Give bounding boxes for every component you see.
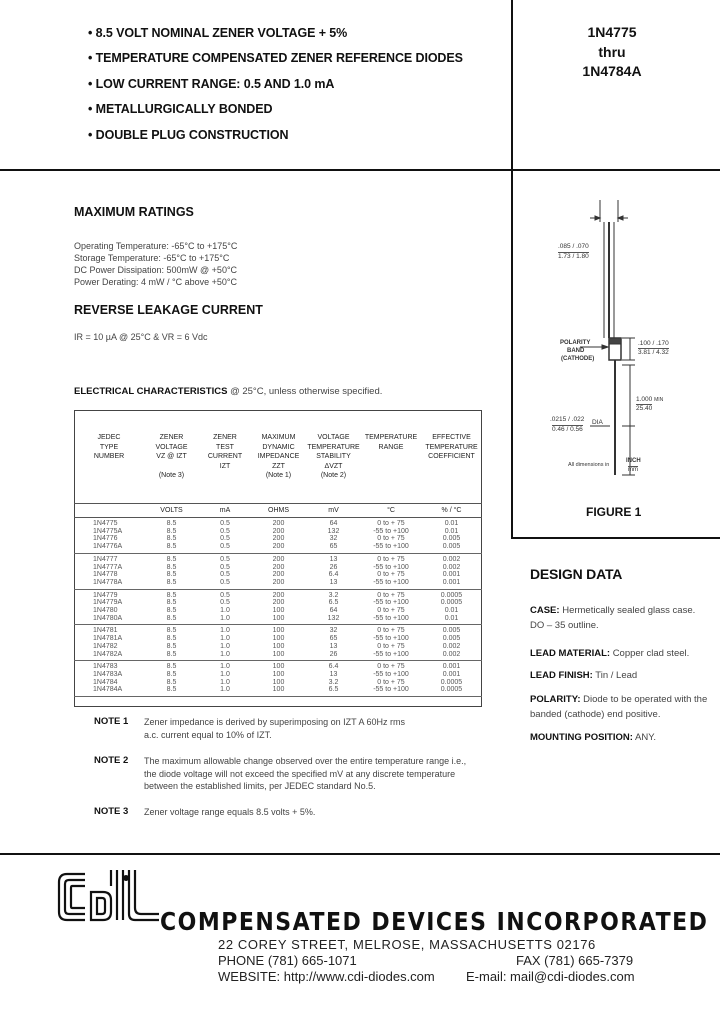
cathode-label: (CATHODE): [561, 356, 595, 362]
feature-item: • TEMPERATURE COMPENSATED ZENER REFERENCE DIODES: [88, 51, 463, 65]
design-data-lead-finish: [530, 668, 710, 683]
table-cell: 0 to + 75: [377, 642, 405, 650]
dim-length-mm: 25.40: [636, 405, 653, 412]
elec-header-cell: ZENER VOLTAGE VZ @ IZT (Note 3): [155, 434, 188, 479]
design-data-polarity: [530, 692, 710, 722]
table-cell: 1N4775A: [93, 527, 123, 535]
dimension-note: All dimensions in: [568, 462, 610, 468]
table-cell: 0.002: [442, 563, 461, 571]
table-cell: 0 to + 75: [377, 627, 405, 635]
table-cell: 100: [272, 670, 285, 678]
elec-cell-column: [421, 589, 482, 625]
table-cell: 8.5: [166, 627, 177, 635]
elec-cell-column: [361, 589, 421, 625]
elec-cell-column: [199, 661, 251, 697]
table-cell: 1N4781: [93, 627, 118, 635]
elec-cell-column: [306, 589, 361, 625]
note-text: The maximum allowable change observed over the entire temperature range i.e.,: [144, 756, 467, 766]
table-cell: 200: [272, 599, 285, 607]
table-cell: -55 to +100: [373, 599, 409, 607]
table-cell: 0.001: [442, 578, 461, 586]
table-cell: 0.0005: [440, 591, 463, 599]
part-number-first: 1N4775: [587, 24, 637, 40]
table-cell: 100: [272, 650, 285, 658]
table-cell: 1N4779: [93, 591, 118, 599]
header-divider-horizontal: [0, 169, 720, 171]
design-text: Hermetically sealed glass case. DO – 35 outline.: [530, 605, 696, 631]
elec-cell-column: [199, 518, 251, 554]
table-cell: 1.0: [220, 607, 230, 615]
table-cell: 200: [272, 555, 285, 563]
table-cell: 1N4777A: [93, 563, 123, 571]
table-cell: 6.4: [328, 663, 339, 671]
feature-item: • 8.5 VOLT NOMINAL ZENER VOLTAGE + 5%: [88, 26, 348, 40]
table-cell: 100: [272, 663, 285, 671]
dim-body: .100 / .170: [638, 340, 669, 347]
band-label: BAND: [567, 348, 585, 354]
table-cell: 64: [329, 520, 338, 527]
table-cell: 200: [272, 535, 285, 543]
table-cell: 1N4775: [93, 520, 118, 527]
table-cell: 8.5: [166, 591, 177, 599]
table-cell: 1N4781A: [93, 635, 123, 643]
table-cell: 8.5: [166, 520, 177, 527]
note-text: Zener voltage range equals 8.5 volts + 5%.: [144, 807, 316, 817]
dim-length-value: 1.000: [636, 396, 653, 403]
note-label: NOTE 1: [94, 716, 129, 727]
design-data-case: [530, 603, 710, 633]
table-cell: 1N4777: [93, 555, 118, 563]
table-cell: 132: [327, 614, 340, 622]
dim-lead-mm: 1.73 / 1.80: [558, 253, 589, 260]
elec-cell-column: [199, 625, 251, 661]
table-cell: 1N4782A: [93, 650, 123, 658]
table-cell: 8.5: [166, 642, 177, 650]
elec-header-cell: MAXIMUM DYNAMIC IMPEDANCE ZZT (Note 1): [257, 434, 300, 479]
table-cell: -55 to +100: [373, 635, 409, 643]
table-cell: 1N4778A: [93, 578, 123, 586]
rating-line: Storage Temperature: -65°C to +175°C: [74, 253, 230, 263]
elec-units-row: [74, 504, 482, 518]
elec-cell-column: [306, 661, 361, 697]
elec-cell-column: [144, 553, 199, 589]
design-data-mounting: [530, 730, 710, 745]
part-number-last: 1N4784A: [582, 63, 642, 79]
table-cell: 8.5: [166, 543, 177, 551]
table-cell: 0.001: [442, 571, 461, 579]
elec-header-cell: EFFECTIVE TEMPERATURE COEFFICIENT: [425, 434, 478, 460]
dim-diameter-mm: 0.46 / 0.56: [552, 426, 583, 433]
table-cell: 0 to + 75: [377, 591, 405, 599]
table-cell: 200: [272, 578, 285, 586]
elec-cell-column: [251, 589, 306, 625]
note-text: the diode voltage will not exceed the specified mV at any discrete temperature: [144, 768, 456, 779]
table-cell: 1.0: [220, 627, 230, 635]
table-cell: 0.005: [442, 535, 461, 543]
table-cell: 200: [272, 520, 285, 527]
table-cell: 0.5: [220, 543, 230, 551]
table-cell: 8.5: [166, 614, 177, 622]
elec-table: [74, 410, 482, 697]
table-cell: 1N4776: [93, 535, 118, 543]
table-cell: 8.5: [166, 670, 177, 678]
table-cell: 0 to + 75: [377, 607, 405, 615]
table-cell: 8.5: [166, 607, 177, 615]
elec-cell-column: [421, 518, 482, 554]
elec-cell-column: [361, 625, 421, 661]
company-website[interactable]: WEBSITE: http://www.cdi-diodes.com: [218, 969, 435, 984]
table-cell: 1N4778: [93, 571, 118, 579]
table-cell: 100: [272, 635, 285, 643]
table-cell: 100: [272, 642, 285, 650]
table-cell: 0 to + 75: [377, 555, 405, 563]
elec-row-group: [74, 553, 482, 589]
elec-cell-column: [421, 661, 482, 697]
reverse-leakage-line: IR = 10 µA @ 25°C & VR = 6 Vdc: [74, 332, 208, 342]
elec-title-suffix: @ 25°C, unless otherwise specified.: [230, 386, 383, 397]
table-cell: -55 to +100: [373, 527, 409, 535]
table-cell: 0.0005: [440, 599, 463, 607]
table-cell: 65: [329, 635, 338, 643]
polarity-label: POLARITY: [560, 340, 591, 346]
table-cell: 1N4783: [93, 663, 118, 671]
feature-item: • METALLURGICALLY BONDED: [88, 102, 273, 116]
elec-title: ELECTRICAL CHARACTERISTICS: [74, 386, 228, 397]
table-cell: 132: [327, 527, 340, 535]
table-cell: 13: [329, 555, 338, 563]
table-cell: 0.0005: [440, 686, 463, 694]
table-cell: 0.5: [220, 563, 230, 571]
table-cell: -55 to +100: [373, 563, 409, 571]
rating-line: Power Derating: 4 mW / °C above +50°C: [74, 277, 238, 287]
note-text: Zener impedance is derived by superimposing on IZT A 60Hz rms: [144, 717, 405, 727]
elec-unit-cell: VOLTS: [144, 504, 199, 518]
table-cell: 200: [272, 571, 285, 579]
dim-length: [636, 396, 663, 403]
design-data-title: DESIGN DATA: [530, 566, 623, 582]
table-cell: 0.005: [442, 635, 461, 643]
table-cell: -55 to +100: [373, 614, 409, 622]
elec-row-group: [74, 625, 482, 661]
dim-lead: .085 / .070: [558, 243, 589, 250]
table-cell: 8.5: [166, 686, 177, 694]
company-address: 22 COREY STREET, MELROSE, MASSACHUSETTS 02176: [218, 937, 596, 952]
table-cell: 100: [272, 686, 285, 694]
table-cell: 0.0005: [440, 678, 463, 686]
table-cell: 0 to + 75: [377, 520, 405, 527]
table-cell: 0.5: [220, 520, 230, 527]
figure-divider-vertical: [511, 170, 513, 538]
cdi-logo: [55, 866, 165, 928]
elec-cell-column: [251, 518, 306, 554]
table-cell: 3.2: [328, 591, 339, 599]
table-cell: 0.002: [442, 555, 461, 563]
dim-length-unit: MIN: [654, 397, 664, 403]
table-cell: 8.5: [166, 635, 177, 643]
elec-cell-column: [144, 661, 199, 697]
table-cell: 100: [272, 607, 285, 615]
company-fax: FAX (781) 665-7379: [516, 953, 634, 968]
table-cell: 0.005: [442, 543, 461, 551]
design-label: LEAD MATERIAL:: [530, 648, 611, 659]
elec-unit-cell: °C: [361, 504, 421, 518]
table-cell: 6.5: [328, 599, 339, 607]
elec-header-cell: JEDEC TYPE NUMBER: [93, 434, 125, 460]
elec-unit-cell: mV: [306, 504, 361, 518]
table-cell: 8.5: [166, 527, 177, 535]
elec-row-group: [74, 518, 482, 554]
table-cell: 0.01: [444, 527, 459, 535]
table-cell: 8.5: [166, 571, 177, 579]
table-cell: 0 to + 75: [377, 663, 405, 671]
max-ratings-title: MAXIMUM RATINGS: [74, 205, 194, 219]
elec-cell-column: [74, 553, 144, 589]
table-cell: 1N4780A: [93, 614, 123, 622]
elec-cell-column: [306, 553, 361, 589]
table-cell: 1.0: [220, 678, 230, 686]
header-divider-vertical: [511, 0, 513, 170]
note-label: NOTE 3: [94, 806, 129, 817]
design-label: POLARITY:: [530, 694, 581, 705]
elec-header-cell: ZENER TEST CURRENT IZT: [207, 434, 243, 470]
elec-cell-column: [421, 625, 482, 661]
table-cell: 200: [272, 543, 285, 551]
table-cell: 8.5: [166, 535, 177, 543]
table-cell: 0.01: [444, 614, 459, 622]
table-cell: 8.5: [166, 563, 177, 571]
table-cell: 65: [329, 543, 338, 551]
table-cell: 1.0: [220, 635, 230, 643]
table-cell: 0 to + 75: [377, 571, 405, 579]
table-cell: 32: [329, 535, 338, 543]
table-cell: 200: [272, 563, 285, 571]
table-cell: 8.5: [166, 650, 177, 658]
elec-cell-column: [251, 661, 306, 697]
table-cell: 100: [272, 678, 285, 686]
dimension-unit-mm: mm: [628, 467, 638, 473]
elec-cell-column: [251, 625, 306, 661]
table-cell: 6.5: [328, 686, 339, 694]
elec-cell-column: [421, 553, 482, 589]
feature-item: • DOUBLE PLUG CONSTRUCTION: [88, 128, 289, 142]
table-cell: 1.0: [220, 642, 230, 650]
table-cell: 0.002: [442, 650, 461, 658]
table-cell: 8.5: [166, 678, 177, 686]
table-cell: 1.0: [220, 686, 230, 694]
table-cell: 1N4784: [93, 678, 118, 686]
elec-cell-column: [361, 661, 421, 697]
table-cell: 1N4782: [93, 642, 118, 650]
table-cell: 0.01: [444, 520, 459, 527]
table-cell: 1N4784A: [93, 686, 123, 694]
table-cell: 0.01: [444, 607, 459, 615]
company-email[interactable]: E-mail: mail@cdi-diodes.com: [466, 969, 635, 984]
table-cell: 0 to + 75: [377, 678, 405, 686]
elec-cell-column: [361, 518, 421, 554]
elec-cell-column: [144, 589, 199, 625]
elec-cell-column: [361, 553, 421, 589]
elec-row-group: [74, 661, 482, 697]
elec-cell-column: [306, 518, 361, 554]
figure-divider-horizontal: [511, 537, 720, 539]
note-text: a.c. current equal to 10% of IZT.: [144, 729, 272, 740]
table-cell: 200: [272, 591, 285, 599]
table-cell: 1.0: [220, 614, 230, 622]
table-cell: 1N4783A: [93, 670, 123, 678]
elec-unit-cell: [74, 504, 144, 518]
company-name: COMPENSATED DEVICES INCORPORATED: [160, 908, 709, 937]
elec-cell-column: [251, 553, 306, 589]
elec-cell-column: [74, 661, 144, 697]
table-cell: 8.5: [166, 578, 177, 586]
table-cell: -55 to +100: [373, 578, 409, 586]
table-cell: 1N4780: [93, 607, 118, 615]
design-data-lead-material: [530, 646, 710, 661]
table-cell: 0.002: [442, 642, 461, 650]
table-cell: 0.5: [220, 571, 230, 579]
table-cell: 1N4779A: [93, 599, 123, 607]
elec-cell-column: [306, 625, 361, 661]
table-cell: 0.5: [220, 527, 230, 535]
table-cell: 8.5: [166, 663, 177, 671]
note-text: between the established limits, per JEDEC standard No.5.: [144, 781, 376, 791]
part-number-thru: thru: [598, 44, 626, 60]
company-phone: PHONE (781) 665-1071: [218, 953, 357, 968]
table-cell: 13: [329, 670, 338, 678]
elec-title-row: [74, 386, 382, 397]
table-cell: 26: [329, 650, 338, 658]
table-cell: 0.001: [442, 663, 461, 671]
table-cell: 6.4: [328, 571, 339, 579]
design-text: Diode to be operated with the banded (cathode) end positive.: [530, 694, 708, 720]
table-cell: -55 to +100: [373, 650, 409, 658]
elec-unit-cell: mA: [199, 504, 251, 518]
table-cell: 0.005: [442, 627, 461, 635]
table-cell: -55 to +100: [373, 686, 409, 694]
table-cell: 0.001: [442, 670, 461, 678]
table-cell: 0 to + 75: [377, 535, 405, 543]
feature-item: • LOW CURRENT RANGE: 0.5 AND 1.0 mA: [88, 77, 335, 91]
figure-caption: FIGURE 1: [586, 505, 642, 519]
table-cell: 26: [329, 563, 338, 571]
table-cell: 0.5: [220, 599, 230, 607]
dia-label: DIA: [592, 419, 603, 426]
elec-unit-cell: % / °C: [421, 504, 482, 518]
diode-outline-drawing: [540, 190, 710, 480]
table-cell: 3.2: [328, 678, 339, 686]
table-cell: 100: [272, 614, 285, 622]
design-text: Copper clad steel.: [612, 648, 690, 659]
elec-cell-column: [199, 589, 251, 625]
design-label: LEAD FINISH:: [530, 670, 593, 681]
dimension-unit-inch: INCH: [626, 458, 641, 464]
design-label: CASE:: [530, 605, 560, 616]
elec-cell-column: [199, 553, 251, 589]
elec-unit-cell: OHMS: [251, 504, 306, 518]
elec-header-cell: VOLTAGE TEMPERATURE STABILITY ΔVZT (Note 2): [307, 434, 360, 479]
elec-header-row: [74, 410, 482, 504]
table-cell: 64: [329, 607, 338, 615]
elec-cell-column: [74, 589, 144, 625]
table-cell: 8.5: [166, 599, 177, 607]
table-cell: 1.0: [220, 663, 230, 671]
elec-cell-column: [74, 518, 144, 554]
table-cell: -55 to +100: [373, 543, 409, 551]
rating-line: Operating Temperature: -65°C to +175°C: [74, 241, 238, 251]
table-cell: 200: [272, 527, 285, 535]
table-cell: 1N4776A: [93, 543, 123, 551]
table-cell: 0.5: [220, 591, 230, 599]
table-cell: -55 to +100: [373, 670, 409, 678]
table-cell: 8.5: [166, 555, 177, 563]
dim-diameter: .0215 / .022: [550, 416, 585, 423]
elec-cell-column: [144, 625, 199, 661]
table-cell: 0.5: [220, 578, 230, 586]
table-cell: 0.5: [220, 555, 230, 563]
design-label: MOUNTING POSITION:: [530, 732, 633, 743]
table-cell: 100: [272, 627, 285, 635]
reverse-leakage-title: REVERSE LEAKAGE CURRENT: [74, 303, 263, 317]
footer-divider: [0, 853, 720, 855]
table-cell: 32: [329, 627, 338, 635]
table-cell: 0.5: [220, 535, 230, 543]
note-label: NOTE 2: [94, 755, 129, 766]
rating-line: DC Power Dissipation: 500mW @ +50°C: [74, 265, 238, 275]
design-text: ANY.: [635, 732, 656, 743]
design-text: Tin / Lead: [595, 670, 638, 681]
table-cell: 13: [329, 642, 338, 650]
elec-row-group: [74, 589, 482, 625]
table-cell: 1.0: [220, 670, 230, 678]
dim-body-mm: 3.81 / 4.32: [638, 349, 669, 356]
elec-header-cell: TEMPERATURE RANGE: [364, 434, 418, 451]
elec-cell-column: [144, 518, 199, 554]
table-cell: 1.0: [220, 650, 230, 658]
elec-cell-column: [74, 625, 144, 661]
table-cell: 13: [329, 578, 338, 586]
